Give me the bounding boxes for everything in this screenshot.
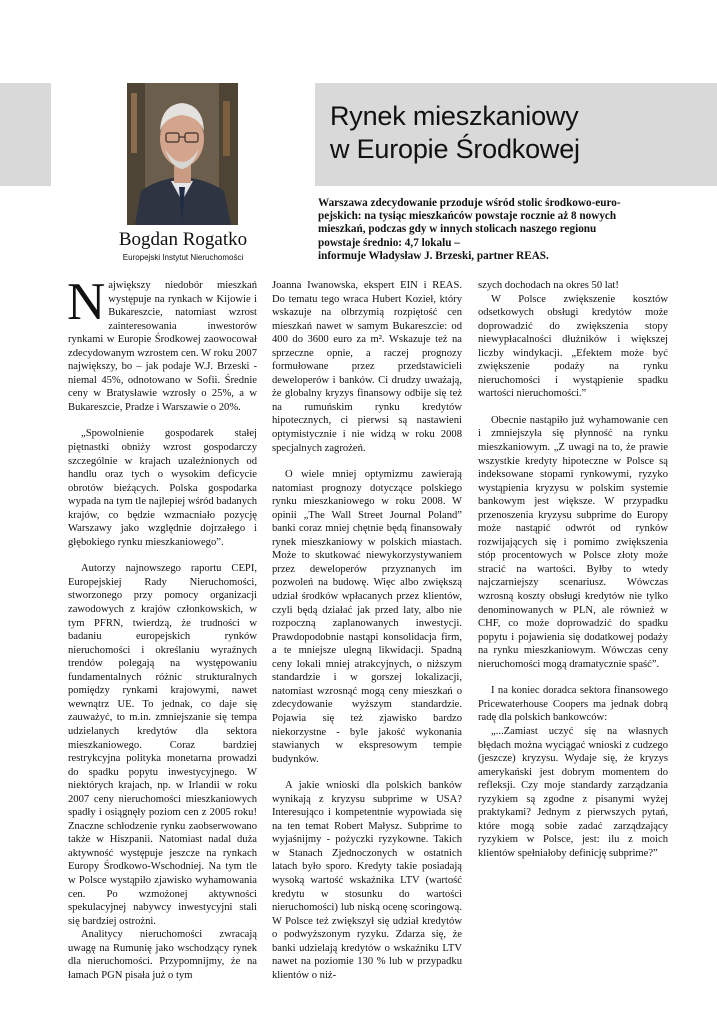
lead-paragraph bbox=[318, 197, 663, 263]
paragraph: Joanna Iwanowska, ekspert EIN i REAS. Do tematu tego wraca Hubert Kozieł, który wskazuje na olbrzymią rozpiętość cen mieszkań nawet w samym Bukareszcie: od 400 do 3600 euro za m². Wskazuje też na sprzeczne opnie, a raczej prognozy formułowane przez przedstawicieli deweloperów i banków. Ci drudzy uważają, że globalny kryzys finansowy odbije się też na rumuńskim rynku kredytów hipotecznych, ci pierwsi są nastawieni optymistycznie i nie widzą w roku 2008 specjalnych zagrożeń. bbox=[272, 280, 462, 454]
article-title bbox=[330, 100, 710, 166]
title-line-2: w Europie Środkowej bbox=[330, 134, 580, 164]
author-institution: Europejski Instytut Nieruchomości bbox=[122, 253, 244, 262]
lead-line: mieszkań, podczas gdy w innych stolicach naszego regionu bbox=[318, 223, 597, 236]
title-line-1: Rynek mieszkaniowy bbox=[330, 101, 579, 131]
body-column-3 bbox=[478, 279, 668, 860]
paragraph: Obecnie nastąpiło już wyhamowanie cen i zmniejszyła się płynność na rynku mieszkaniowym. „Z uwagi na to, że prawie wszystkie kredyty hipoteczne w Polsce są indeksowane stopami rynkowymi, ryzyko wystąpienia kryzysu w polskim systemie bankowym jest większe. W przypadku przenoszenia kryzysu subprime do Europy może nastąpić odwrót od rynków rozwijających się i pomimo zwiększenia stóp procentowych w Polsce złoty może stracić na wartości. Byłby to wtedy najczarniejszy scenariusz. Wówczas wzrosną koszty obsługi kredytów nie tylko denominowanych w PLN, ale również w CHF, co może doprowadzić do spadku popytu i pojawienia się dodatkowej podaży na rynku mieszkaniowym. Wówczas ceny nieruchomości mogą dramatycznie spaść”. bbox=[478, 414, 668, 670]
quote-paragraph: „...Zamiast uczyć się na własnych błędach można wyciągać wnioski z cudzego (jeszcze) kryzysu. Wydaje się, że kryzys amerykański jest dobrym momentem do refleksji. Czy moje standardy zarządzania ryzykiem są zgodne z pisanymi wyżej praktykami? Jednym z pierwszych pytań, które mogą sobie zadać zarządzający ryzykiem w Polsce, jest: ilu z moich klientów spełniałoby definicję subprime?” bbox=[478, 725, 668, 859]
paragraph: Autorzy najnowszego raportu CEPI, Europejskiej Rady Nieruchomości, stworzonego przy pomocy organizacji zawodowych z krajów członkowskich, w tym PFRN, twierdzą, że trudności w badaniu europejskich rynków nieruchomości i określaniu wyraźnych trendów polegają na występowaniu fundamentalnych różnic strukturalnych pomiędzy rynkami krajowymi, nawet wewnątrz UE. To jednak, co daje się zauważyć, to m.in. zmniejszanie się tempa udzielanych kredytów dla sektora mieszkaniowego. Coraz bardziej restrykcyjna polityka monetarna prowadzi do spadku popytu inwestycyjnego. W niektórych krajach, np. w Irlandii w roku 2007 ceny nieruchomości mieszkaniowych spadły i osiągnęły poziom cen z 2005 roku! Znaczne schłodzenie rynku zaobserwowano także w Hiszpanii. Natomiast nadal duża aktywność występuje jeszcze na rynkach Europy Środkowo-Wschodniej. Na tym tle w Polsce wystąpiło zjawisko wyhamowania cen. Po wzmożonej aktywności spekulacyjnej nabywcy inwestycyjni stali się bardziej ostrożni. bbox=[68, 563, 257, 927]
paragraph: I na koniec doradca sektora finansowego Pricewaterhouse Coopers ma jednak dobrą radę dla polskich bankowców: bbox=[478, 685, 668, 724]
lead-line: Warszawa zdecydowanie przoduje wśród stolic środkowo-euro- bbox=[318, 197, 621, 209]
body-column-2 bbox=[272, 279, 462, 982]
author-name: Bogdan Rogatko bbox=[118, 229, 248, 250]
body-column-1 bbox=[67, 273, 257, 982]
drop-cap: N bbox=[67, 273, 106, 331]
author-photo bbox=[127, 83, 238, 225]
paragraph: Analitycy nieruchomości zwracają uwagę na Rumunię jako wschodzący rynek dla nieruchomości. Przypomnijmy, że na łamach PGN pisała już o tym bbox=[68, 929, 257, 981]
lead-line: informuje Władysław J. Brzeski, partner REAS. bbox=[318, 249, 549, 262]
paragraph bbox=[67, 273, 257, 414]
paragraph: O wiele mniej optymizmu zawierają natomiast prognozy dotyczące polskiego rynku mieszkaniowego w roku 2008. W opinii „The Wall Street Journal Poland” banki coraz mniej chętnie będą finansowały rynek mieszkaniowy w polskich miastach. Może to skutkować niewykorzystywaniem przez deweloperów przyznanych im pozwoleń na budowę. Więc albo zwiększą udział środków wpłacanych przez klientów, czyli będą działać jak przed laty, albo nie rozpoczną zaplanowanych inwestycji. Prawdopodobnie nastąpi konsolidacja firm, a te mniejsze ulegną likwidacji. Spadną ceny lokali mniej atrakcyjnych, o niższym standardzie i w gorszej lokalizacji, natomiast wzrosnąć mogą ceny mieszkań o zdecydowanie wyższym standardzie. Pojawia się też zjawisko bardzo niekorzystne - byle jakość wykonania stawianych w ekspresowym tempie budynków. bbox=[272, 469, 462, 765]
lead-line: powstaje średnio: 4,7 lokalu – bbox=[318, 236, 460, 249]
paragraph: szych dochodach na okres 50 lat! bbox=[478, 280, 619, 291]
lead-line: pejskich: na tysiąc mieszkańców powstaje rocznie aż 8 nowych bbox=[318, 210, 617, 223]
paragraph-text: ajwiększy niedobór mieszkań występuje na rynkach w Kijowie i Bukareszcie, natomiast wzrost zainteresowania inwestorów rynkami w Europie Środkowej zaowocował zdecydowanym wzrostem cen. W roku 2007 największy, bo – jak podaje W.J. Brzeski - niemal 45%, odnotowano w Sofii. Średnie ceny w Bratysławie wzrosły o 25%, a w Bukareszcie, Pradze i Warszawie o 20%. bbox=[68, 280, 257, 413]
paragraph: „Spowolnienie gospodarek stałej piętnastki obniży wzrost gospodarczy szczególnie w krajach uzależnionych od handlu oraz tych o wysokim deficycie obrotów bieżących. Polska gospodarka wypada na tym tle najlepiej wśród badanych krajów, co będzie wzmacniało pozycję Warszawy jako względnie dojrzałego i głębokiego rynku mieszkaniowego”. bbox=[68, 428, 257, 548]
decorative-band-left bbox=[0, 83, 51, 186]
paragraph: W Polsce zwiększenie kosztów odsetkowych obsługi kredytów może doprowadzić do zwiększenia stopy niewypłacalności dłużników i większej liczby windykacji. „Efektem może być zwiększenie podaży na rynku nieruchomości i wystąpienie spadku wartości nieruchomości.” bbox=[478, 293, 668, 400]
paragraph: A jakie wnioski dla polskich banków wynikają z kryzysu subprime w USA? Interesująco i kompetentnie wypowiada się na ten temat Robert Małysz. Subprime to wyjaśnijmy - pożyczki ryzykowne. Takich w Stanach Zjednoczonych w ostatnich latach było sporo. Kredyty takie posiadają wysoką wartość wskaźnika LTV (wartość kredytu w stosunku do wartości nieruchomości) lub niską ocenę scoringową. W Polsce też zwiększył się udział kredytów o podwyższonym ryzyku. Zdarza się, że banki udzielają kredytów o wskaźniku LTV nawet na poziomie 130 % lub w przypadku klientów o niż- bbox=[272, 780, 462, 981]
author-portrait-image bbox=[127, 83, 238, 225]
